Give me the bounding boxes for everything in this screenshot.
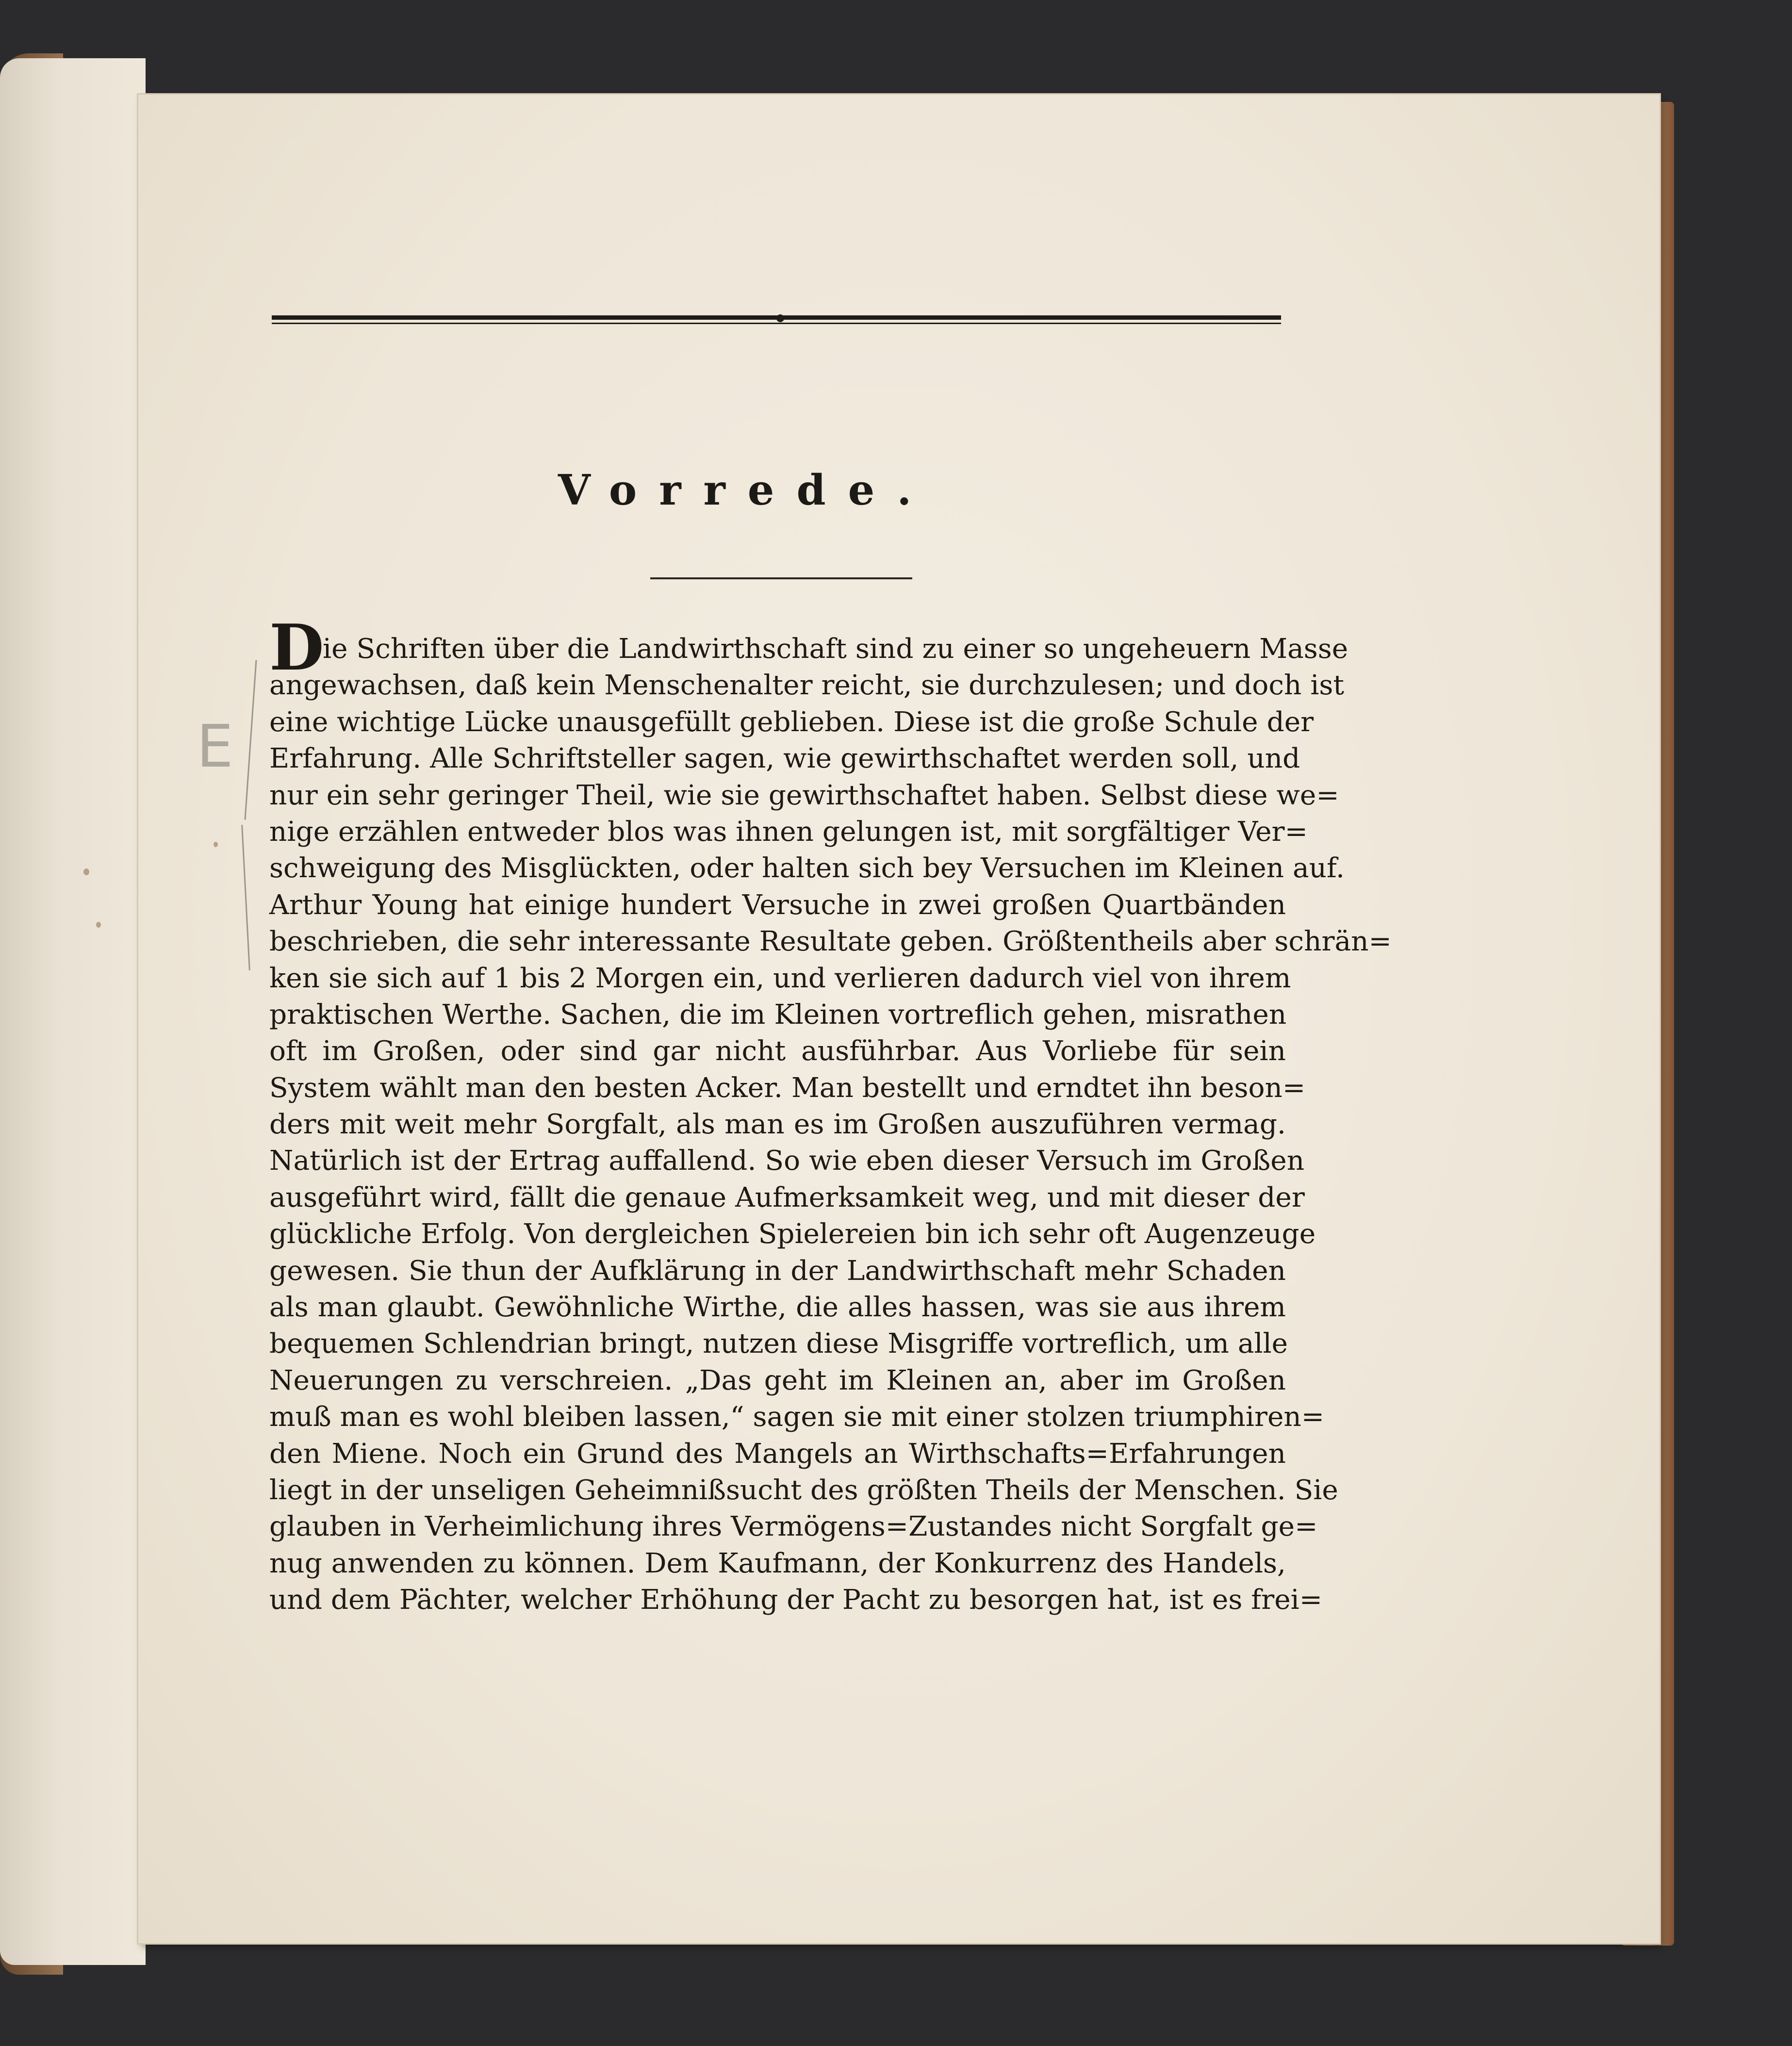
text-line: ausgeführt wird, fällt die genaue Aufmerksamkeit weg, und mit dieser der <box>269 1181 1305 1213</box>
pencil-margin-letter: E <box>197 713 233 781</box>
text-line: liegt in der unseligen Geheimnißsucht des größten Theils der Menschen. Sie <box>269 1474 1338 1506</box>
body-text <box>269 631 1392 1619</box>
text-line: als man glaubt. Gewöhnliche Wirthe, die alles hassen, was sie aus ihrem <box>269 1292 1286 1324</box>
top-rule-ornament <box>776 314 784 322</box>
heading-rule <box>650 577 912 579</box>
text-line: Neuerungen zu verschreien. „Das geht im Kleinen an, aber im Großen <box>269 1364 1286 1396</box>
text-line: bequemen Schlendrian bringt, nutzen diese Misgriffe vortreflich, um alle <box>269 1328 1288 1360</box>
text-line: beschrieben, die sehr interessante Resultate geben. Größtentheils aber schrän= <box>269 926 1392 958</box>
drop-initial: D <box>269 610 324 685</box>
text-line: nug anwenden zu können. Dem Kaufmann, der Konkurrenz des Handels, <box>269 1547 1286 1579</box>
text-line: nur ein sehr geringer Theil, wie sie gewirthschaftet haben. Selbst diese we= <box>269 779 1339 811</box>
text-line: und dem Pächter, welcher Erhöhung der Pacht zu besorgen hat, ist es frei= <box>269 1584 1323 1616</box>
chapter-heading: Vorrede. <box>558 466 934 515</box>
text-line: ie Schriften über die Landwirthschaft sind zu einer so ungeheuern Masse <box>323 633 1348 665</box>
page-stain <box>214 842 218 847</box>
text-line: schweigung des Misglückten, oder halten sich bey Versuchen im Kleinen auf. <box>269 852 1345 884</box>
text-line: den Miene. Noch ein Grund des Mangels an Wirthschafts=Erfahrungen <box>269 1438 1286 1470</box>
text-line: gewesen. Sie thun der Aufklärung in der Landwirthschaft mehr Schaden <box>269 1255 1286 1287</box>
text-line: Natürlich ist der Ertrag auffallend. So wie eben dieser Versuch im Großen <box>269 1145 1305 1177</box>
text-line: angewachsen, daß kein Menschenalter reicht, sie durchzulesen; und doch ist <box>269 670 1345 702</box>
text-line: muß man es wohl bleiben lassen,“ sagen sie mit einer stolzen triumphiren= <box>269 1401 1325 1433</box>
text-line: glauben in Verheimlichung ihres Vermögens=Zustandes nicht Sorgfalt ge= <box>269 1511 1318 1543</box>
text-line: eine wichtige Lücke unausgefüllt geblieben. Diese ist die große Schule der <box>269 706 1314 738</box>
text-line: Erfahrung. Alle Schriftsteller sagen, wie gewirthschaftet werden soll, und <box>269 743 1300 775</box>
text-line: ders mit weit mehr Sorgfalt, als man es im Großen auszuführen vermag. <box>269 1109 1286 1141</box>
text-line: oft im Großen, oder sind gar nicht ausführbar. Aus Vorliebe für sein <box>269 1035 1286 1067</box>
text-line: System wählt man den besten Acker. Man bestellt und erndtet ihn beson= <box>269 1072 1306 1104</box>
text-line: praktischen Werthe. Sachen, die im Kleinen vortreflich gehen, misrathen <box>269 998 1287 1031</box>
text-line: Arthur Young hat einige hundert Versuche in zwei großen Quartbänden <box>269 889 1286 921</box>
left-page-edge <box>0 58 146 1965</box>
text-line: nige erzählen entweder blos was ihnen gelungen ist, mit sorgfältiger Ver= <box>269 816 1308 848</box>
page-stain <box>96 922 101 928</box>
text-line: glückliche Erfolg. Von dergleichen Spielereien bin ich sehr oft Augenzeuge <box>269 1218 1316 1250</box>
page-stain <box>83 868 89 875</box>
text-line: ken sie sich auf 1 bis 2 Morgen ein, und verlieren dadurch viel von ihrem <box>269 962 1291 994</box>
